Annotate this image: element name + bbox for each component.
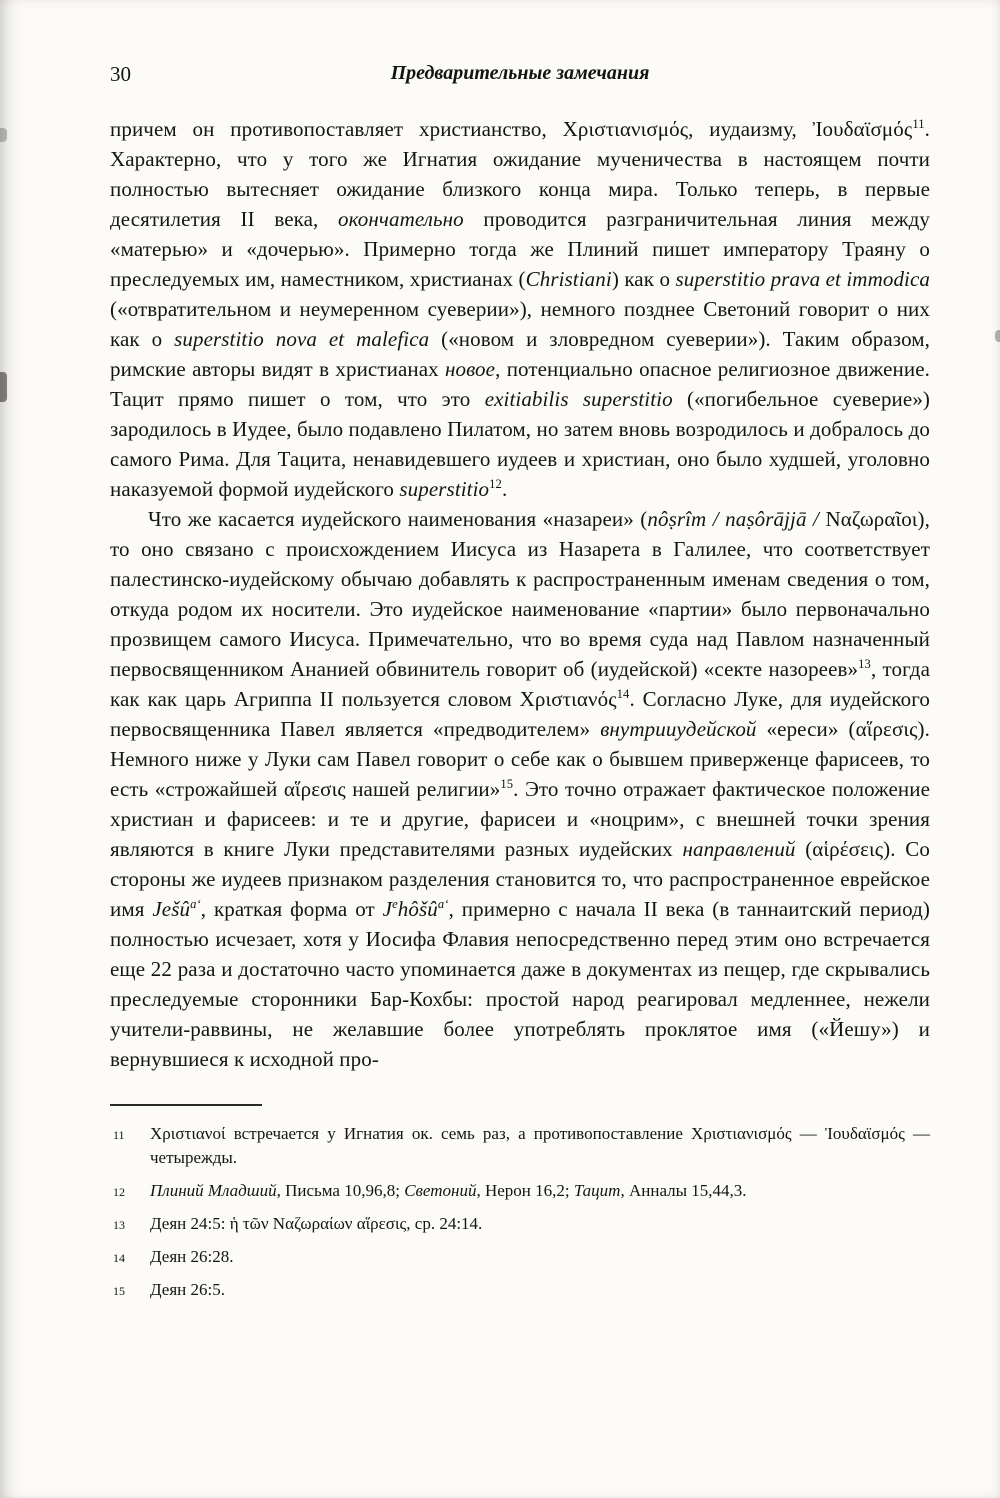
- superscript-text: 12: [489, 477, 502, 491]
- text-run: («отвратительном и неумеренном суеверии»), немного позднее Светоний говорит о них как о: [110, 297, 930, 351]
- footnote-marker: 13: [113, 1218, 125, 1232]
- text-run: окончательно: [338, 207, 464, 231]
- text-run: Ναζωραῖοι), то оно связано с происхождением Иисуса из Назарета в Галилее, что соответствует палестинско-иудейскому обычаю добавлять к распространенным именам сведения о том, откуда родом их носители. Это иудейское наименование «партии» было первоначально прозвищем самого Иисуса. Примечательно, что во время суда над Павлом назначенный первосвященником Ананией обвинитель говорит об (иудейской) «секте назореев»: [110, 507, 930, 681]
- text-run: , Нерон 16,2;: [476, 1181, 574, 1200]
- page-number: 30: [110, 62, 131, 86]
- text-run: J: [382, 897, 393, 921]
- text-run: , краткая форма от: [200, 897, 383, 921]
- text-run: . Это точно отражает фактическое положение христиан и фарисеев: и те и другие, фарисеи и «ноцрим», с внешней точки зрения являются в книге Луки представителями разных иудейских: [110, 777, 930, 861]
- body-text: [110, 114, 930, 1074]
- text-run: Christiani: [525, 267, 612, 291]
- superscript-text: 15: [500, 777, 514, 791]
- footnote-marker: 11: [113, 1128, 125, 1142]
- superscript-text: e: [392, 897, 398, 911]
- paragraph: [110, 114, 930, 504]
- text-run: проводится разграничительная линия между «матерью» и «дочерью». Примерно тогда же Плиний пишет императору Траяну о преследуемых им, наместником, христианах (: [110, 207, 930, 291]
- text-run: причем он противопоставляет христианство, Χριστιανισμός, иудаизму, Ἰουδαϊσμός: [110, 117, 913, 141]
- scan-artifact: [0, 128, 7, 142]
- text-run: («погибельное суеверие») зародилось в Иудее, было подавлено Пилатом, но затем вновь возродилось и добралось до самого Рима. Для Тацита, ненавидевшего иудеев и христиан, оно было худшей, уголовно наказуемой формой иудейского: [110, 387, 931, 501]
- text-run: , тогда как как царь Агриппа II пользуется словом Χριστιανός: [110, 657, 930, 711]
- footnote: [110, 1212, 930, 1236]
- text-run: Тацит: [573, 1181, 621, 1200]
- superscript-text: 11: [912, 117, 925, 131]
- text-run: exitiabilis superstitio: [484, 387, 673, 411]
- superscript-text: 14: [616, 687, 630, 701]
- running-header: Предварительные замечания: [390, 62, 650, 84]
- text-run: внутрииудейской: [600, 717, 757, 741]
- text-run: superstitio nova et malefica: [174, 327, 430, 351]
- page-header: [110, 60, 930, 92]
- footnote-text: [150, 1280, 225, 1299]
- text-run: . Характерно, что у того же Игнатия ожидание мученичества в настоящем почти полностью вытесняет ожидание близкого конца мира. Только теперь, в первые десятилетия II века,: [110, 117, 930, 231]
- scan-artifact: [0, 372, 7, 402]
- text-run: Деян 26:28.: [150, 1247, 234, 1266]
- text-run: , примерно с начала II века (в таннаитский период) полностью исчезает, хотя у Иосифа Флавия непосредственно перед этим оно встречается еще 22 раза и достаточно часто упоминается даже в документах из пещер, где скрывались преследуемые сторонники Бар-Кохбы: простой народ реагировал медленнее, нежели учители-раввины, не желавшие более употреблять проклятое имя («Йешу») и вернувшиеся к исходной про-: [110, 897, 930, 1071]
- footnote: [110, 1278, 930, 1302]
- footnote: [110, 1122, 930, 1170]
- footnote-rule: [110, 1104, 262, 1106]
- text-run: nôṣrîm / naṣôrājjā /: [647, 507, 819, 531]
- text-run: Деян 24:5: ἡ τῶν Ναζωραίων αἵρεσις, ср. 24:14.: [150, 1214, 483, 1233]
- text-run: новое: [445, 357, 496, 381]
- footnote-marker: 15: [113, 1284, 125, 1298]
- footnote: [110, 1245, 930, 1269]
- text-run: направлений: [682, 837, 796, 861]
- footnote-text: [150, 1247, 234, 1266]
- text-run: , Письма 10,96,8;: [276, 1181, 405, 1200]
- superscript-text: 13: [858, 657, 871, 671]
- footnotes: [110, 1122, 930, 1302]
- text-run: Плиний Младший: [150, 1181, 277, 1200]
- text-run: Ješû: [152, 897, 191, 921]
- superscript-text: a‘: [437, 897, 449, 911]
- footnote-marker: 14: [113, 1251, 125, 1265]
- text-run: Что же касается иудейского наименования «назареи» (: [148, 507, 648, 531]
- text-run: «ереси» (αἵρεσις). Немного ниже у Луки сам Павел говорит о себе как о бывшем приверженце фарисеев, то есть «строжайшей αἵρεσις нашей религии»: [110, 717, 930, 801]
- text-run: Χριστιανοί встречается у Игнатия ок. семь раз, а противопоставление Χριστιανισμός — Ἰουδαϊσμός — четырежды.: [150, 1124, 930, 1167]
- text-run: hôšû: [397, 897, 438, 921]
- footnote-text: [150, 1214, 482, 1233]
- text-run: superstitio prava et immodica: [675, 267, 930, 291]
- scan-artifact: [995, 330, 1000, 342]
- paragraph: [110, 504, 930, 1074]
- text-run: («новом и зловредном суеверии»). Таким образом, римские авторы видят в христианах: [110, 327, 931, 381]
- text-run: ) как о: [611, 267, 676, 291]
- footnote: [110, 1179, 930, 1203]
- footnote-marker: 12: [113, 1185, 125, 1199]
- text-run: superstitio: [399, 477, 490, 501]
- text-run: , потенциально опасное религиозное движение. Тацит прямо пишет о том, что это: [110, 357, 930, 411]
- superscript-text: a‘: [190, 897, 201, 911]
- text-run: . Согласно Луке, для иудейского первосвященника Павел является «предводителем»: [110, 687, 931, 741]
- text-run: , Анналы 15,44,3.: [620, 1181, 747, 1200]
- footnote-section: [110, 1104, 930, 1302]
- text-run: Деян 26:5.: [150, 1280, 225, 1299]
- text-run: .: [501, 477, 508, 501]
- footnote-text: [150, 1181, 747, 1200]
- text-run: Светоний: [404, 1181, 477, 1200]
- text-run: (αἱρέσεις). Со стороны же иудеев признаком разделения становится то, что распространенное еврейское имя: [110, 837, 930, 921]
- footnote-text: [150, 1124, 930, 1167]
